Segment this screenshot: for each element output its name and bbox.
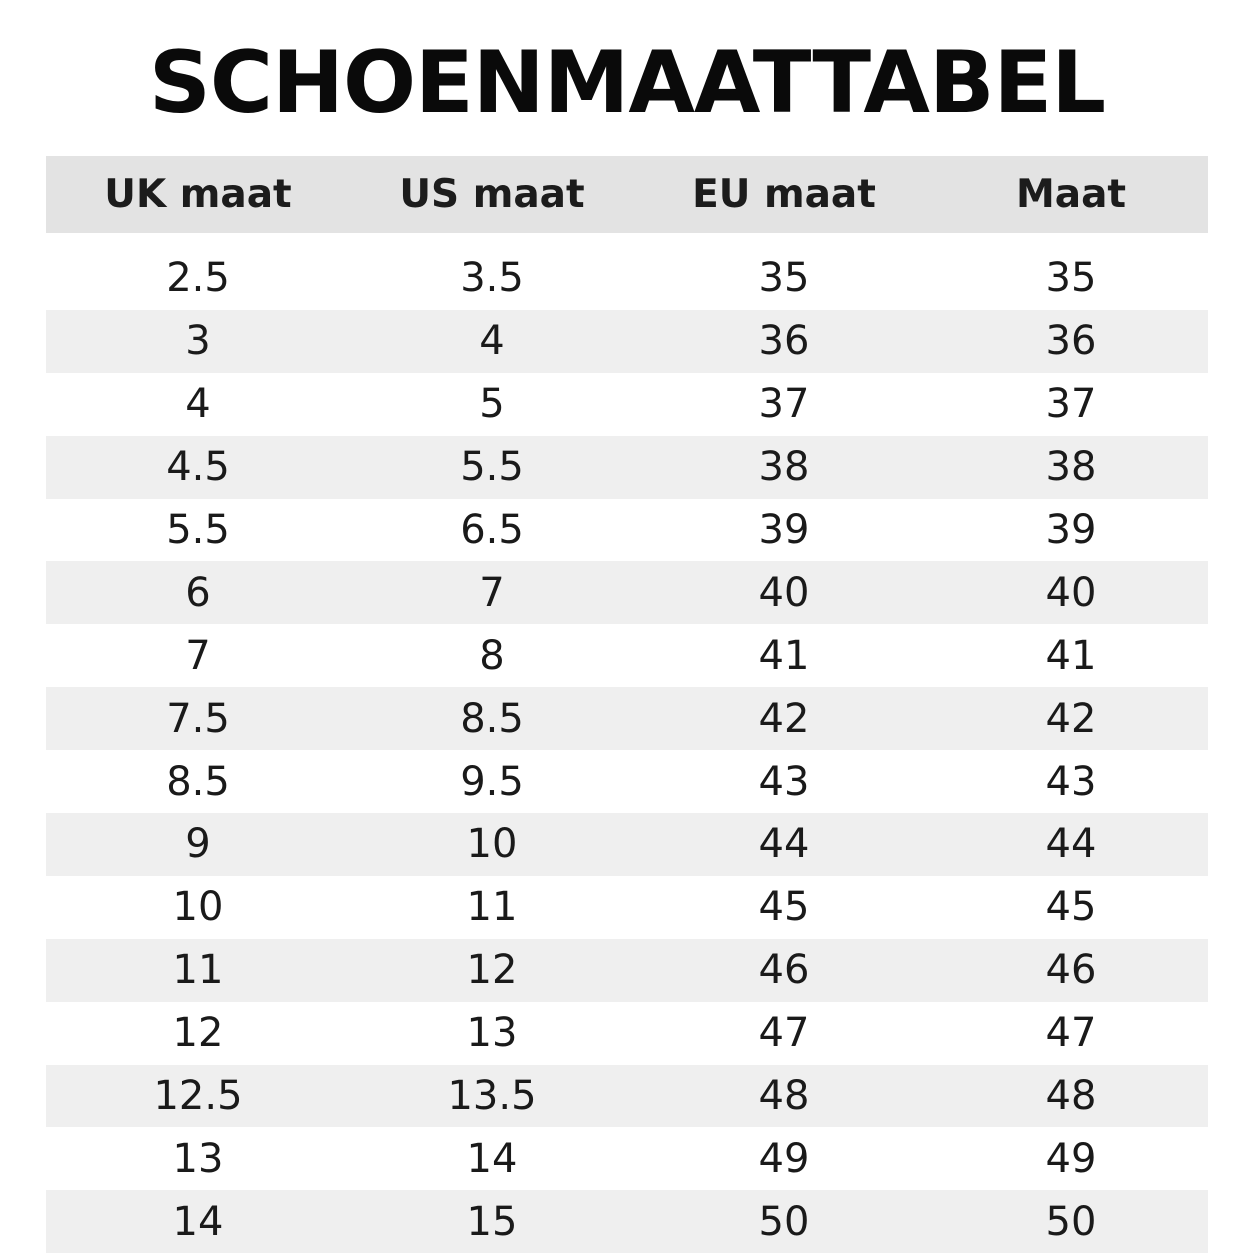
table-row (46, 687, 1208, 750)
header-us-size: US maat (399, 172, 585, 217)
cell-us-size: 13 (466, 1010, 518, 1057)
cell-us-size: 3.5 (460, 255, 524, 302)
cell-uk-size: 5.5 (166, 507, 230, 553)
table-header-row (46, 156, 1208, 233)
cell-eu-size: 44 (758, 821, 810, 868)
cell-uk-size: 10 (172, 884, 224, 931)
cell-uk-size: 4.5 (166, 444, 230, 491)
table-row (46, 1065, 1208, 1128)
cell-size: 40 (1045, 569, 1097, 616)
cell-size: 43 (1045, 758, 1097, 805)
header-eu-size: EU maat (692, 172, 876, 217)
table-row (46, 876, 1208, 939)
cell-size: 39 (1045, 507, 1097, 553)
table-row (46, 310, 1208, 373)
table-row (46, 1002, 1208, 1065)
cell-size: 45 (1045, 884, 1097, 931)
cell-uk-size: 9 (185, 821, 211, 868)
cell-uk-size: 4 (185, 381, 211, 428)
table-row (46, 813, 1208, 876)
cell-size: 47 (1045, 1010, 1097, 1057)
table-row (46, 939, 1208, 1002)
size-table (46, 156, 1208, 1253)
cell-us-size: 15 (466, 1198, 518, 1245)
cell-us-size: 12 (466, 947, 518, 994)
cell-uk-size: 3 (185, 318, 211, 365)
cell-eu-size: 43 (758, 758, 810, 805)
cell-us-size: 8.5 (460, 695, 524, 742)
cell-us-size: 8 (479, 632, 505, 679)
cell-eu-size: 50 (758, 1198, 810, 1245)
table-row (46, 499, 1208, 562)
cell-eu-size: 42 (758, 695, 810, 742)
cell-eu-size: 37 (758, 381, 810, 428)
cell-uk-size: 14 (172, 1198, 224, 1245)
cell-us-size: 13.5 (447, 1073, 537, 1120)
cell-us-size: 10 (466, 821, 518, 868)
cell-eu-size: 48 (758, 1073, 810, 1120)
cell-size: 37 (1045, 381, 1097, 428)
table-body (46, 247, 1208, 1253)
cell-size: 41 (1045, 632, 1097, 679)
cell-eu-size: 35 (758, 255, 810, 302)
cell-eu-size: 39 (758, 507, 810, 553)
table-row (46, 624, 1208, 687)
cell-uk-size: 11 (172, 947, 224, 994)
cell-us-size: 7 (479, 569, 505, 616)
cell-size: 49 (1045, 1135, 1097, 1182)
page-title: SCHOENMAATTABEL (148, 33, 1106, 133)
cell-eu-size: 46 (758, 947, 810, 994)
cell-size: 36 (1045, 318, 1097, 365)
cell-eu-size: 49 (758, 1135, 810, 1182)
cell-size: 50 (1045, 1198, 1097, 1245)
cell-uk-size: 12 (172, 1010, 224, 1057)
cell-us-size: 9.5 (460, 758, 524, 805)
cell-size: 35 (1045, 255, 1097, 302)
cell-us-size: 5 (479, 381, 505, 428)
cell-us-size: 5.5 (460, 444, 524, 491)
cell-eu-size: 41 (758, 632, 810, 679)
header-uk-size: UK maat (104, 172, 292, 217)
header-size: Maat (1015, 172, 1127, 217)
table-row (46, 750, 1208, 813)
cell-us-size: 11 (466, 884, 518, 931)
cell-uk-size: 13 (172, 1135, 224, 1182)
cell-size: 48 (1045, 1073, 1097, 1120)
cell-eu-size: 45 (758, 884, 810, 931)
cell-uk-size: 12.5 (153, 1073, 243, 1120)
cell-uk-size: 7 (185, 632, 211, 679)
table-row (46, 436, 1208, 499)
cell-us-size: 4 (479, 318, 505, 365)
cell-uk-size: 6 (185, 569, 211, 616)
table-row (46, 373, 1208, 436)
cell-uk-size: 7.5 (166, 695, 230, 742)
cell-us-size: 14 (466, 1135, 518, 1182)
table-row (46, 1190, 1208, 1253)
cell-uk-size: 2.5 (166, 255, 230, 302)
cell-eu-size: 38 (758, 444, 810, 491)
cell-us-size: 6.5 (460, 507, 524, 553)
cell-size: 42 (1045, 695, 1097, 742)
cell-size: 38 (1045, 444, 1097, 491)
cell-eu-size: 47 (758, 1010, 810, 1057)
table-row (46, 1127, 1208, 1190)
cell-size: 46 (1045, 947, 1097, 994)
cell-eu-size: 36 (758, 318, 810, 365)
cell-size: 44 (1045, 821, 1097, 868)
table-row (46, 247, 1208, 310)
cell-uk-size: 8.5 (166, 758, 230, 805)
cell-eu-size: 40 (758, 569, 810, 616)
table-row (46, 561, 1208, 624)
header-gap (46, 233, 1208, 247)
